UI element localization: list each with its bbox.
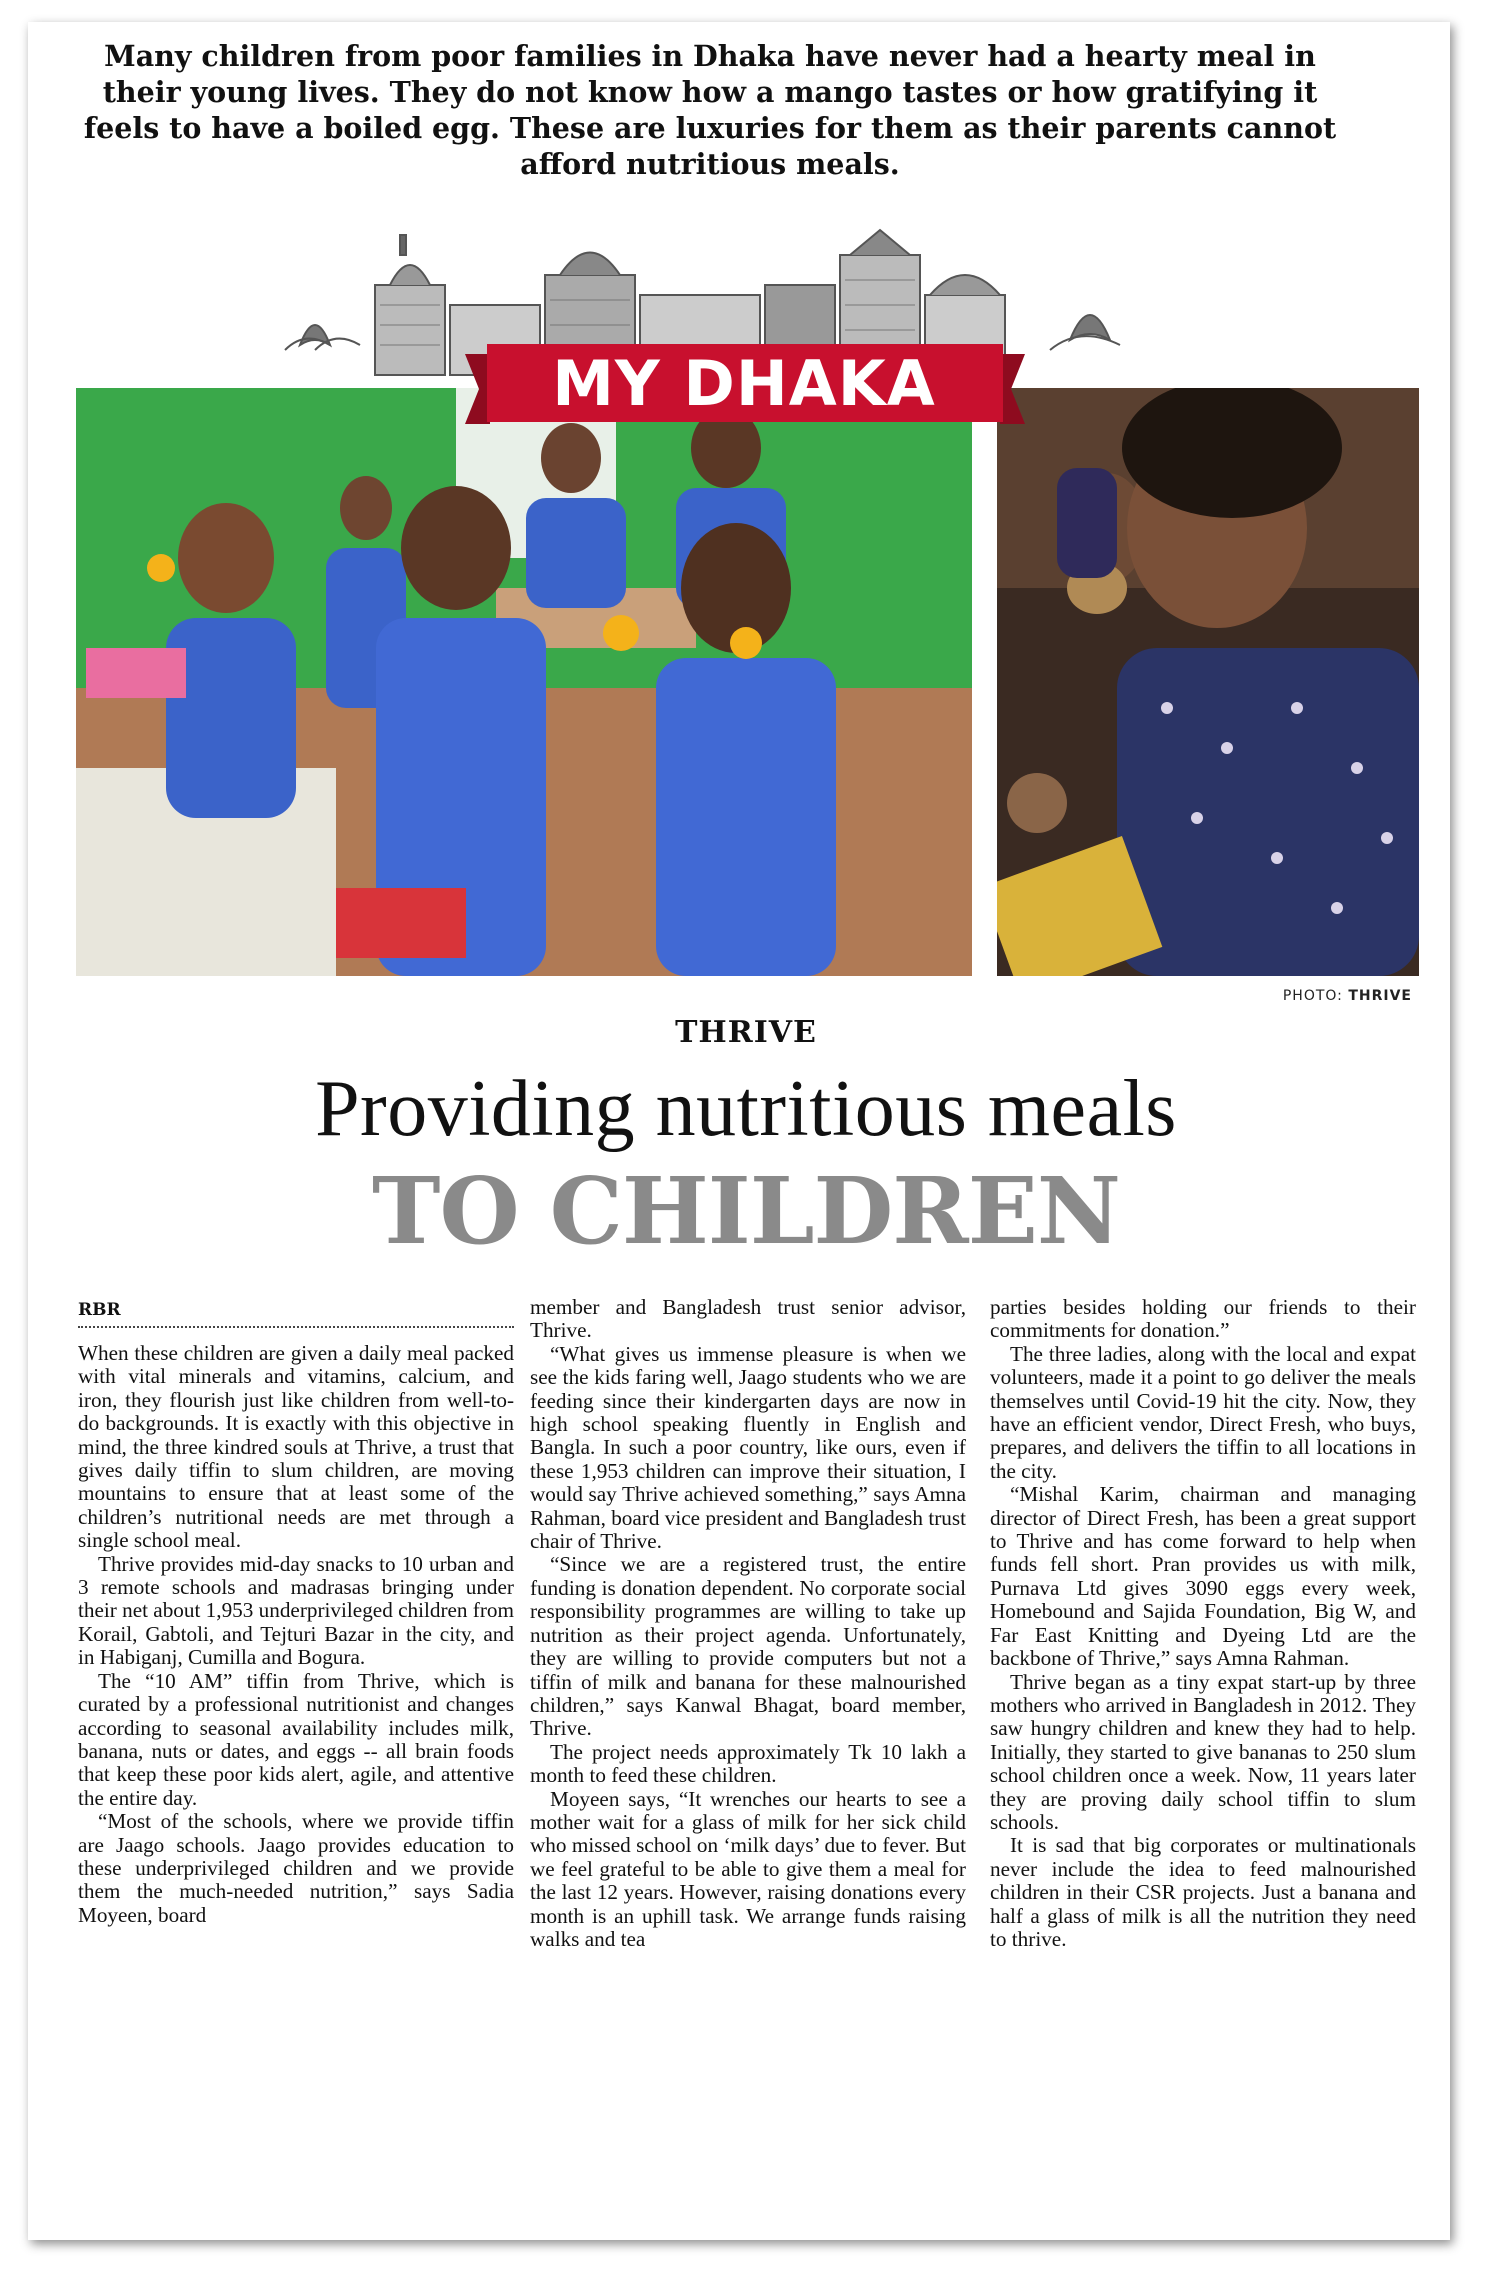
- headline-line1: Providing nutritious meals: [315, 1065, 1177, 1153]
- paragraph: The “10 AM” tiffin from Thrive, which is curated by a professional nutritionist and changes according to seasonal availability includes milk, banana, nuts or dates, and eggs -- all brain foods that keep these poor kids alert, agile, and attentive the entire day.: [78, 1668, 514, 1810]
- headline-line2: TO CHILDREN: [372, 1157, 1120, 1265]
- paragraph: The project needs approximately Tk 10 lakh a month to feed these children.: [530, 1739, 966, 1788]
- kicker: THRIVE: [675, 1015, 817, 1050]
- paragraph: Thrive began as a tiny expat start-up by three mothers who arrived in Bangladesh in 2012. They saw hungry children and knew they had to help. Initially, they started to give bananas to 250 slum school children once a week. Now, 11 years later they are proving daily school tiffin to slum schools.: [990, 1669, 1416, 1834]
- child-eating-photo: [997, 388, 1419, 976]
- paragraph: The three ladies, along with the local and expat volunteers, made it a point to go deliver the meals themselves until Covid-19 hit the city. Now, they have an efficient vendor, Direct Fresh, who buys, prepares, and delivers the tiffin to all locations in the city.: [990, 1341, 1416, 1483]
- paragraph: parties besides holding our friends to their commitments for donation.”: [990, 1295, 1416, 1343]
- paragraph: “What gives us immense pleasure is when we see the kids faring well, Jaago students who we are feeding since their kindergarten days are now in high school speaking fluently in English and Bangla. In such a poor country, like ours, even if these 1,953 children can improve their situation, I would say Thrive achieved something,” says Amna Rahman, board vice president and Bangladesh trust chair of Thrive.: [530, 1341, 966, 1554]
- paragraph: Thrive provides mid-day snacks to 10 urban and 3 remote schools and madrasas bringing under their net about 1,953 underprivileged children from Korail, Gabtoli, and Tejturi Bazar in the city, and in Habiganj, Cumilla and Bogura.: [78, 1551, 514, 1670]
- classroom-photo: [76, 388, 972, 976]
- byline: RBR: [78, 1300, 121, 1320]
- article-column-1: [78, 1342, 514, 1927]
- intro-paragraph: Many children from poor families in Dhaka have never had a hearty meal in their young lives. They do not know how a mango tastes or how gratifying it feels to have a boiled egg. These are luxuries for them as their parents cannot afford nutritious meals.: [83, 39, 1337, 181]
- paragraph: When these children are given a daily meal packed with vital minerals and vitamins, calcium, and iron, they flourish just like children from well-to-do backgrounds. It is exactly with this objective in mind, the three kindred souls at Thrive, a trust that gives daily tiffin to slum children, are moving mountains to ensure that at least some of the children’s nutritional needs are met through a single school meal.: [78, 1341, 514, 1553]
- my-dhaka-label: MY DHAKA: [552, 346, 936, 420]
- paragraph: “Since we are a registered trust, the entire funding is donation dependent. No corporate social responsibility programmes are willing to take up nutrition as their project agenda. Unfortunately, they are willing to provide computers but not a tiffin of milk and banana for these malnourished children,” says Kanwal Bhagat, board member, Thrive.: [530, 1552, 966, 1741]
- paragraph: member and Bangladesh trust senior advisor, Thrive.: [530, 1295, 966, 1343]
- paragraph: Moyeen says, “It wrenches our hearts to see a mother wait for a glass of milk for her sick child who missed school on ‘milk days’ due to fever. But we feel grateful to be able to give them a meal for the last 12 years. However, raising donations every month is an uphill task. We arrange funds raising walks and tea: [530, 1786, 966, 1951]
- article-column-2: [530, 1296, 966, 1951]
- photo-credit: [1283, 988, 1412, 1004]
- photo-credit-prefix: PHOTO:: [1282, 988, 1343, 1004]
- paragraph: “Mishal Karim, chairman and managing director of Direct Fresh, has been a great support to Thrive and has come forward to help when funds fell short. Pran provides us with milk, Purnava Ltd gives 3090 eggs every week, Homebound and Sajida Foundation, Big W, and Far East Knitting and Dyeing Ltd are the backbone of Thrive,” says Amna Rahman.: [990, 1482, 1416, 1671]
- byline-divider: [78, 1326, 514, 1328]
- paragraph: “Most of the schools, where we provide tiffin are Jaago schools. Jaago provides education to these underprivileged children and we provide them the much-needed nutrition,” says Sadia Moyeen, board: [78, 1809, 514, 1927]
- paragraph: It is sad that big corporates or multinationals never include the idea to feed malnourished children in their CSR projects. Just a banana and half a glass of milk is all the nutrition they need to thrive.: [990, 1833, 1416, 1951]
- photo-credit-source: THRIVE: [1348, 988, 1412, 1004]
- article-column-3: [990, 1296, 1416, 1951]
